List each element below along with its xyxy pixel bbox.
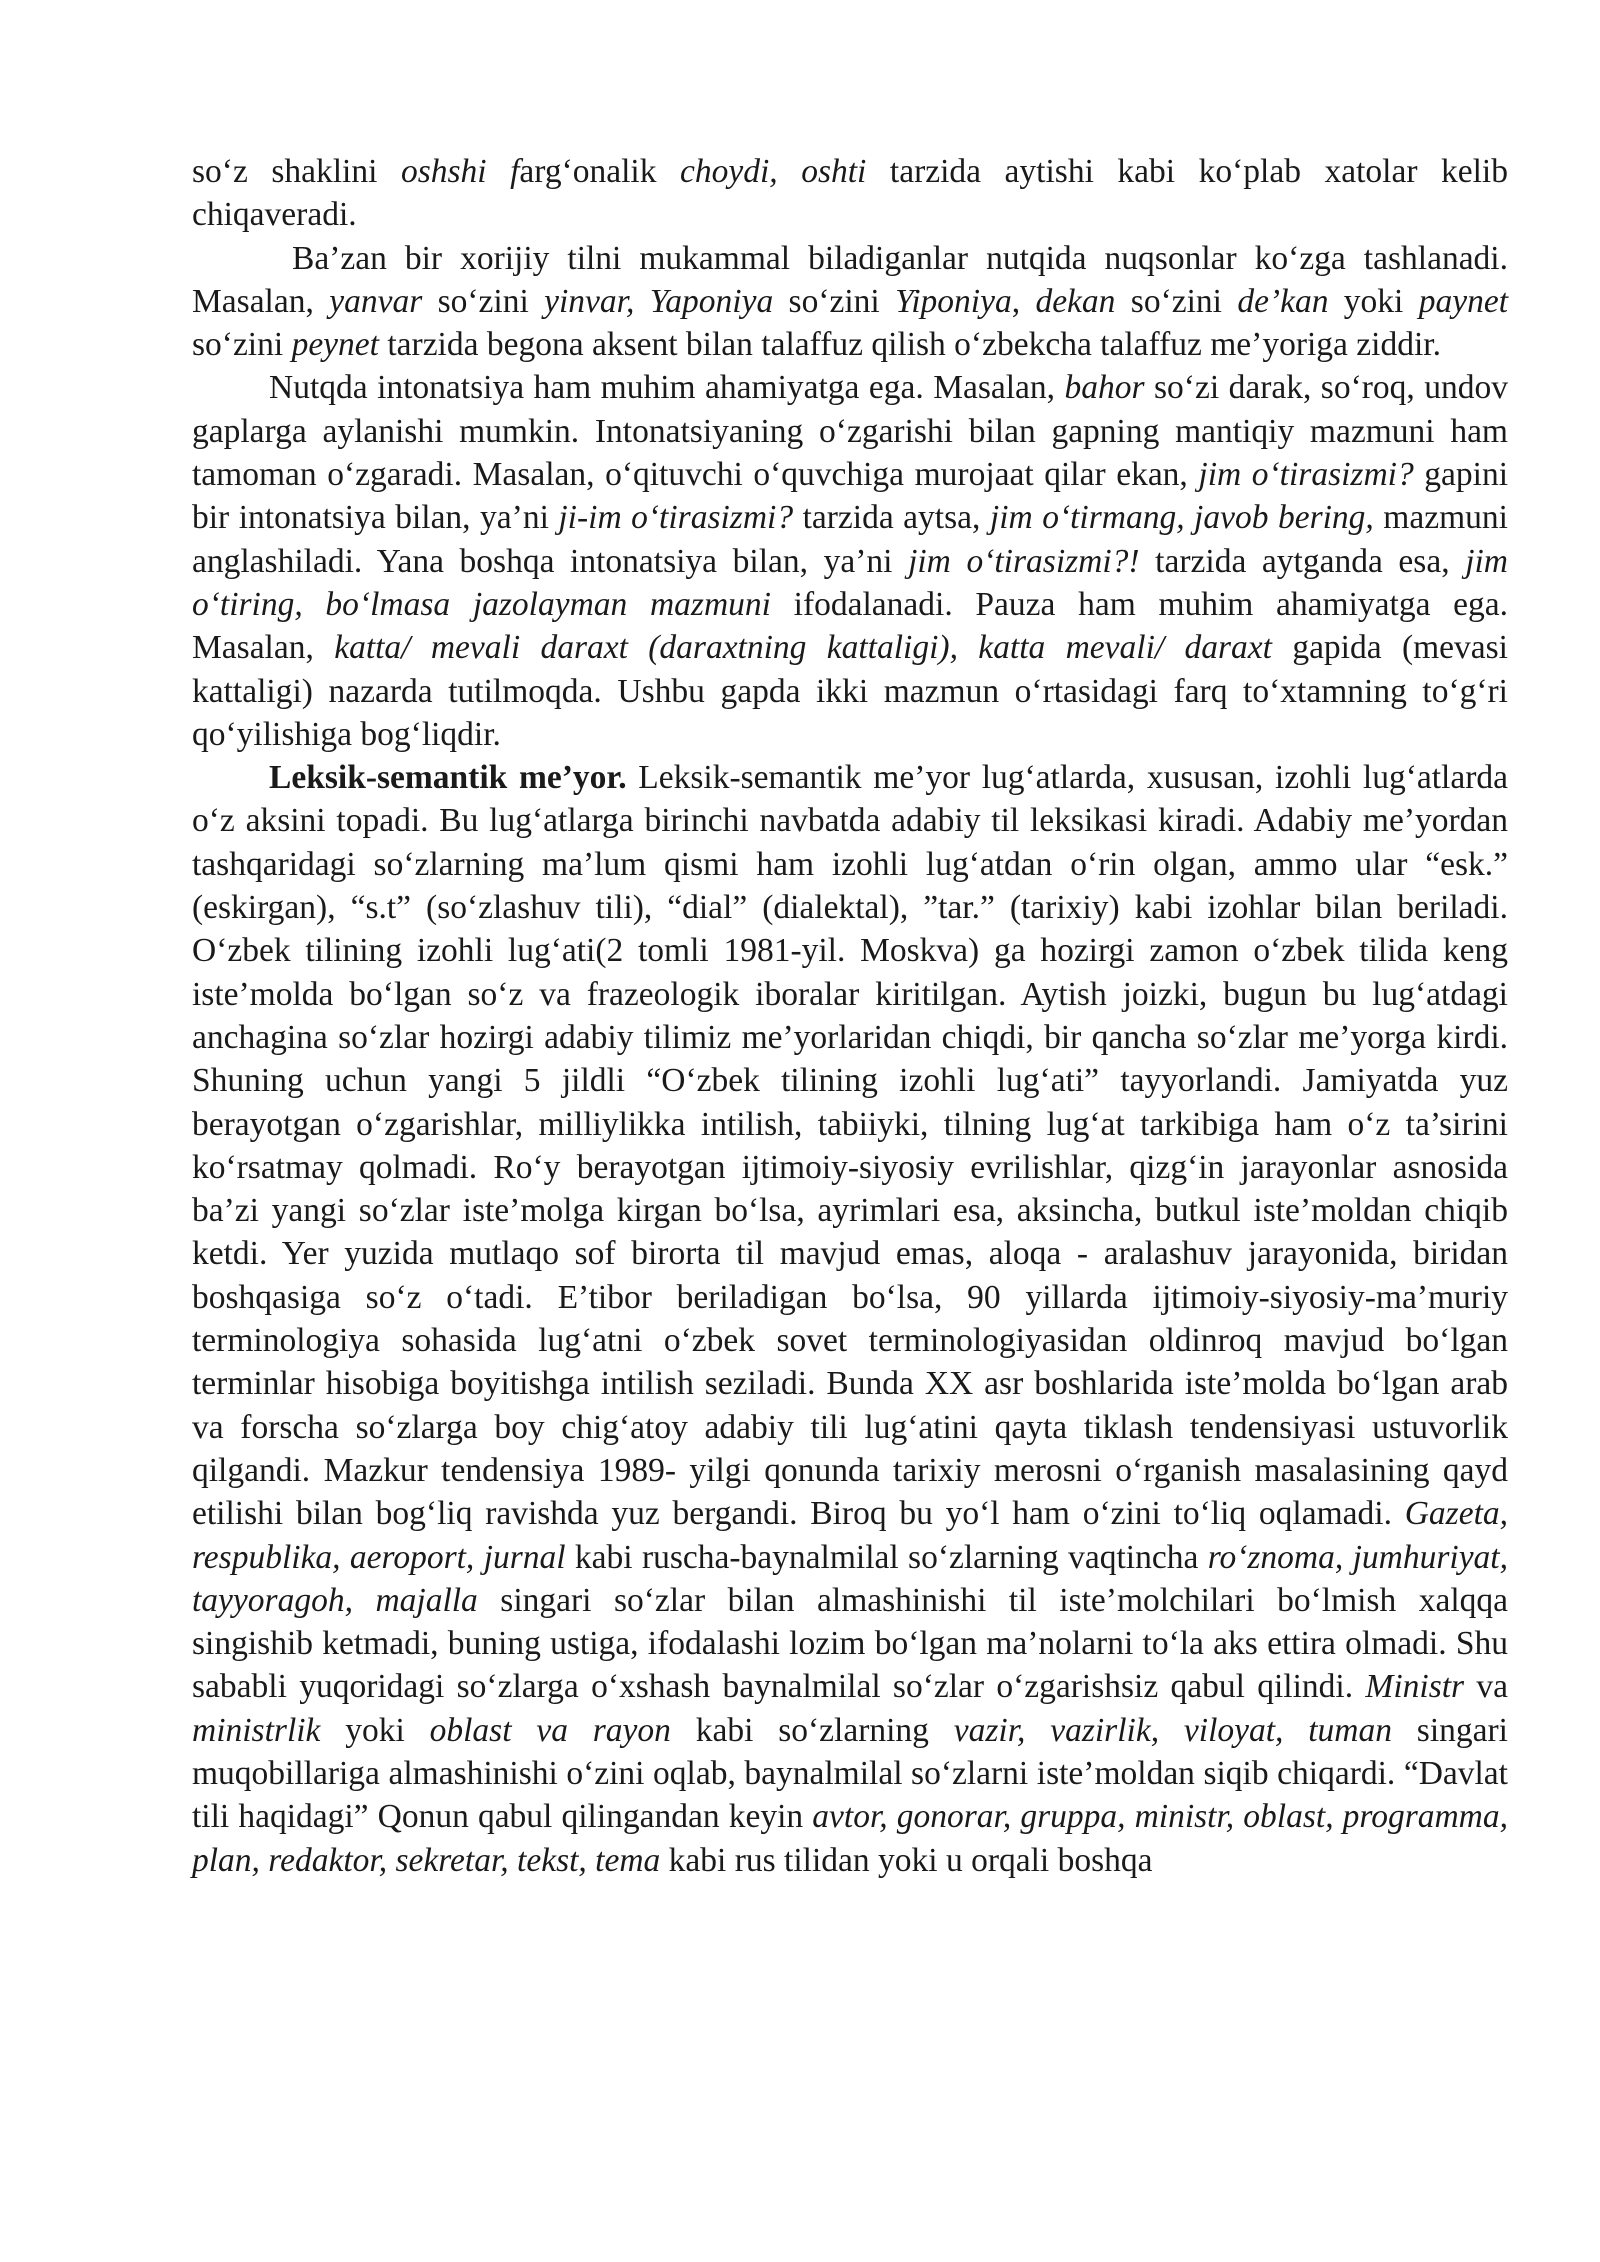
text-run: Ministr — [1365, 1668, 1465, 1706]
text-run: arg‘onalik — [519, 153, 681, 190]
text-run: katta/ mevali daraxt (daraxtning kattaligi), katta mevali/ daraxt — [334, 629, 1272, 667]
text-run: tarzida aytishi kabi ko‘plab xatolar kelib chiqaveradi. — [192, 153, 1508, 234]
text-run: so‘zini — [773, 282, 896, 320]
text-run: dekan — [1035, 282, 1116, 320]
text-run: yoki — [320, 1711, 430, 1749]
text-run: oblast va rayon — [429, 1711, 671, 1749]
text-run: Nutqda intonatsiya ham muhim ahamiyatga ega. Masalan, — [269, 369, 1065, 407]
text-run: singari muqobillariga almashinishi o‘zini oqlab, baynalmilal so‘zlarni iste’moldan siqib chiqardi. “Davlat tili haqidagi” Qonun qabul qilingandan keyin — [192, 1711, 1508, 1836]
text-run: paynet — [1418, 282, 1509, 320]
text-run: vazir, vazirlik, viloyat, tuman — [953, 1711, 1392, 1749]
text-run: so‘zi darak, so‘roq, undov gaplarga aylanishi mumkin. Intonatsiyaning o‘zgarishi bilan gapning mantiqiy mazmuni ham tamoman o‘zgaradi. Masalan, o‘qituvchi o‘quvchiga murojaat qilar ekan, — [192, 369, 1508, 494]
text-run: gapida (mevasi kattaligi) nazarda tutilmoqda. Ushbu gapda ikki mazmun o‘rtasidagi farq to‘xtamning to‘g‘ri qo‘yilishiga bog‘liqdir. — [192, 629, 1508, 753]
text-run: Yiponiya — [895, 282, 1012, 320]
text-run: so‘zini — [192, 326, 292, 364]
text-run: bahor — [1064, 369, 1145, 407]
text-run: ro‘znoma, jumhuriyat, tayyoragoh, majalla — [192, 1538, 1508, 1619]
text-run: yinvar, Yaponiya — [544, 282, 774, 320]
text-run: Leksik-semantik me’yor. — [269, 759, 627, 797]
text-run: mazmuni anglashiladi. Yana boshqa intonatsiya bilan, ya’ni — [192, 499, 1508, 580]
text-run: avtor, gonorar, gruppa, ministr, oblast, programma, plan, redaktor, sekretar, tekst, tema — [192, 1798, 1509, 1879]
text-run: yoki — [1328, 282, 1419, 320]
text-run: oshshi f — [400, 153, 520, 190]
text-run: tarzida aytganda esa, — [1139, 542, 1466, 580]
text-run: ministrlik — [192, 1711, 321, 1749]
text-run: tarzida aytsa, — [793, 499, 990, 537]
text-run: yanvar — [329, 282, 423, 320]
text-run: so‘zini — [422, 282, 545, 320]
text-run: peynet — [291, 326, 379, 364]
text-run: jim o‘tirasizmi?! — [908, 542, 1140, 580]
text-run: Ba’zan bir xorijiy tilni mukammal biladiganlar nutqida nuqsonlar ko‘zga tashlanadi. Masalan, — [192, 239, 1508, 320]
text-run: so‘z shaklini — [192, 153, 401, 190]
text-run: Leksik-semantik me’yor lug‘atlarda, xususan, izohli lug‘atlarda o‘z aksini topadi. Bu lug‘atlarga birinchi navbatda adabiy til leksikasi kiradi. Adabiy me’yordan tashqaridagi so‘zlarning ma’lum qismi ham izohli lug‘atdan o‘rin olgan, ammo ular “esk.” (eskirgan), “s.t” (so‘zlashuv tili), “dial” (dialektal), ”tar.” (tarixiy) kabi izohlar bilan beriladi. O‘zbek tilining izohli lug‘ati(2 tomli 1981-yil. Moskva) ga hozirgi zamon o‘zbek tilida keng iste’molda bo‘lgan so‘z va frazeologik iboralar kiritilgan. Aytish joizki, bugun bu lug‘atdagi anchagina so‘zlar hozirgi adabiy tilimiz me’yorlaridan chiqdi, bir qancha so‘zlar me’yorga kirdi. Shuning uchun yangi 5 jildli “O‘zbek tilining izohli lug‘ati” tayyorlandi. Jamiyatda yuz berayotgan o‘zgarishlar, milliylikka intilish, tabiiyki, tilning lug‘at tarkibiga ham o‘z ta’sirini ko‘rsatmay qolmadi. Ro‘y berayotgan ijtimoiy-siyosiy evrilishlar, qizg‘in jarayonlar asnosida ba’zi yangi so‘zlar iste’molga kirgan bo‘lsa, ayrimlari esa, aksincha, butkul iste’moldan chiqib ketdi. Yer yuzida mutlaqo sof birorta til mavjud emas, aloqa - aralashuv jarayonida, biridan boshqasiga so‘z o‘tadi. E’tibor beriladigan bo‘lsa, 90 yillarda ijtimoiy-siyosiy-ma’muriy terminologiya sohasida lug‘atni o‘zbek sovet terminologiyasidan oldinroq mavjud bo‘lgan terminlar hisobiga boyitishga intilish seziladi. Bunda XX asr boshlarida iste’molda bo‘lgan arab va forscha so‘zlarga boy chig‘atoy adabiy tili lug‘atini qayta tiklash tendensiyasi ustuvorlik qilgandi. Mazkur tendensiya 1989- yilgi qonunda tarixiy merosni o‘rganish masalasining qayd etilishi bilan bog‘liq ravishda yuz bergandi. Biroq bu yo‘l ham o‘zini to‘liq oqlamadi. — [192, 759, 1508, 1533]
paragraph-2 — [192, 237, 1508, 367]
text-run: ji-im o‘tirasizmi? — [558, 499, 794, 537]
paragraph-3 — [192, 366, 1508, 756]
text-run: kabi rus tilidan yoki u orqali boshqa — [660, 1841, 1153, 1879]
text-run: gapini bir intonatsiya bilan, ya’ni — [192, 456, 1509, 537]
text-run: so‘zini — [1115, 282, 1238, 320]
text-run: ifodalanadi. Pauza ham muhim ahamiyatga ega. Masalan, — [192, 585, 1509, 667]
text-run: va — [1464, 1668, 1508, 1706]
text-run: de’kan — [1237, 282, 1329, 320]
text-run: jim o‘tiring, bo‘lmasa jazolayman mazmuni — [192, 542, 1508, 623]
paragraph-4 — [192, 756, 1508, 1882]
document-page — [192, 150, 1508, 1882]
text-run: tarzida begona aksent bilan talaffuz qilish o‘zbekcha talaffuz me’yoriga ziddir. — [378, 326, 1441, 364]
text-run: Gazeta, respublika, aeroport, jurnal — [192, 1495, 1508, 1576]
text-run: kabi ruscha-baynalmilal so‘zlarning vaqtincha — [565, 1538, 1208, 1576]
text-run: singari so‘zlar bilan almashinishi til iste’molchilari bo‘lmish xalqqa singishib ketmadi, buning ustiga, ifodalashi lozim bo‘lgan ma’nolarni to‘la aks ettira olmadi. Shu sababli yuqoridagi so‘zlarga o‘xshash baynalmilal so‘zlar o‘zgarishsiz qabul qilindi. — [192, 1581, 1509, 1706]
text-run: jim o‘tirmang, javob bering, — [989, 499, 1374, 537]
text-run: kabi so‘zlarning — [670, 1711, 954, 1749]
text-run: jim o‘tirasizmi? — [1198, 456, 1414, 494]
paragraph-1 — [192, 150, 1508, 237]
text-run: , — [1011, 282, 1036, 320]
text-run: choydi, oshti — [680, 153, 867, 190]
